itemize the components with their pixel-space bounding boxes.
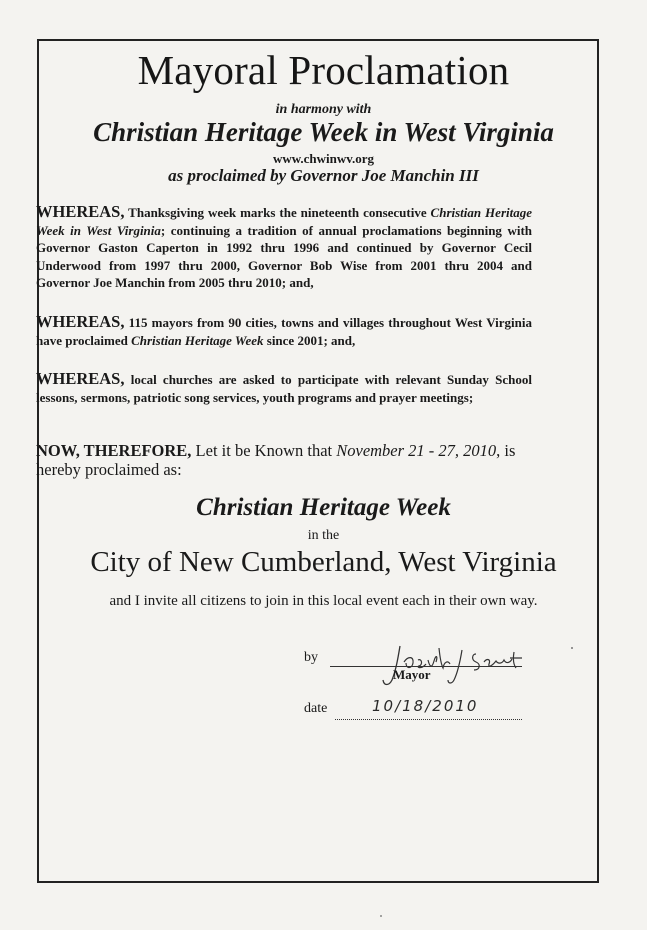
by-label: by <box>304 650 318 665</box>
paragraph-text: 115 mayors from 90 cities, towns and villages throughout West Virginia have proclaimed <box>36 315 532 348</box>
document-title: Mayoral Proclamation <box>137 47 510 93</box>
whereas-paragraph-3 <box>36 370 532 406</box>
mayor-label: Mayor <box>393 667 431 682</box>
date-label: date <box>304 701 328 716</box>
in-the-line: in the <box>307 528 340 543</box>
now-therefore-lead: NOW, THEREFORE, <box>36 441 192 460</box>
paragraph-text: Let it be Known that <box>191 441 337 460</box>
whereas-lead: WHEREAS, <box>36 202 125 221</box>
date-line <box>335 719 522 720</box>
paragraph-text: , is hereby proclaimed as: <box>36 441 516 479</box>
whereas-paragraph-2 <box>36 313 532 349</box>
invitation-line: and I invite all citizens to join in this local event each in their own way. <box>109 593 538 609</box>
paragraph-italic: Christian Heritage Week <box>131 332 264 348</box>
paragraph-italic: Christian Heritage Week in West Virginia <box>36 205 532 238</box>
paragraph-text: ; continuing a tradition of annual proclamations beginning with Governor Gaston Caperton in 1992 thru 1996 and continued by Governor Cecil Underwood from 1997 thru 2000, Governor Bob Wise from 2001 thru 2004 and Governor Joe Manchin from 2005 thru 2010; and, <box>36 222 533 291</box>
harmony-line: in harmony with <box>275 102 372 117</box>
website-url: www.chwinwv.org <box>272 151 375 166</box>
paragraph-text: since 2001; and, <box>263 332 356 348</box>
scan-speck <box>380 915 382 917</box>
scan-speck <box>571 647 573 649</box>
handwritten-date: 10/18/2010 <box>372 697 479 715</box>
whereas-lead: WHEREAS, <box>36 369 125 388</box>
whereas-paragraph-1 <box>36 203 532 292</box>
paragraph-text: Thanksgiving week marks the nineteenth consecutive <box>124 205 431 220</box>
whereas-lead: WHEREAS, <box>36 312 125 331</box>
paragraph-text: local churches are asked to participate with relevant Sunday School lessons, sermons, patriotic song services, youth programs and prayer meetings; <box>36 372 532 405</box>
governor-line: as proclaimed by Governor Joe Manchin III <box>168 166 479 185</box>
heritage-week-heading: Christian Heritage Week in West Virginia <box>93 117 554 147</box>
city-name: City of New Cumberland, West Virginia <box>90 546 557 578</box>
proclamation-dates: November 21 - 27, 2010 <box>336 441 497 460</box>
now-therefore-paragraph <box>36 441 536 479</box>
proclaimed-week-title: Christian Heritage Week <box>196 494 451 521</box>
